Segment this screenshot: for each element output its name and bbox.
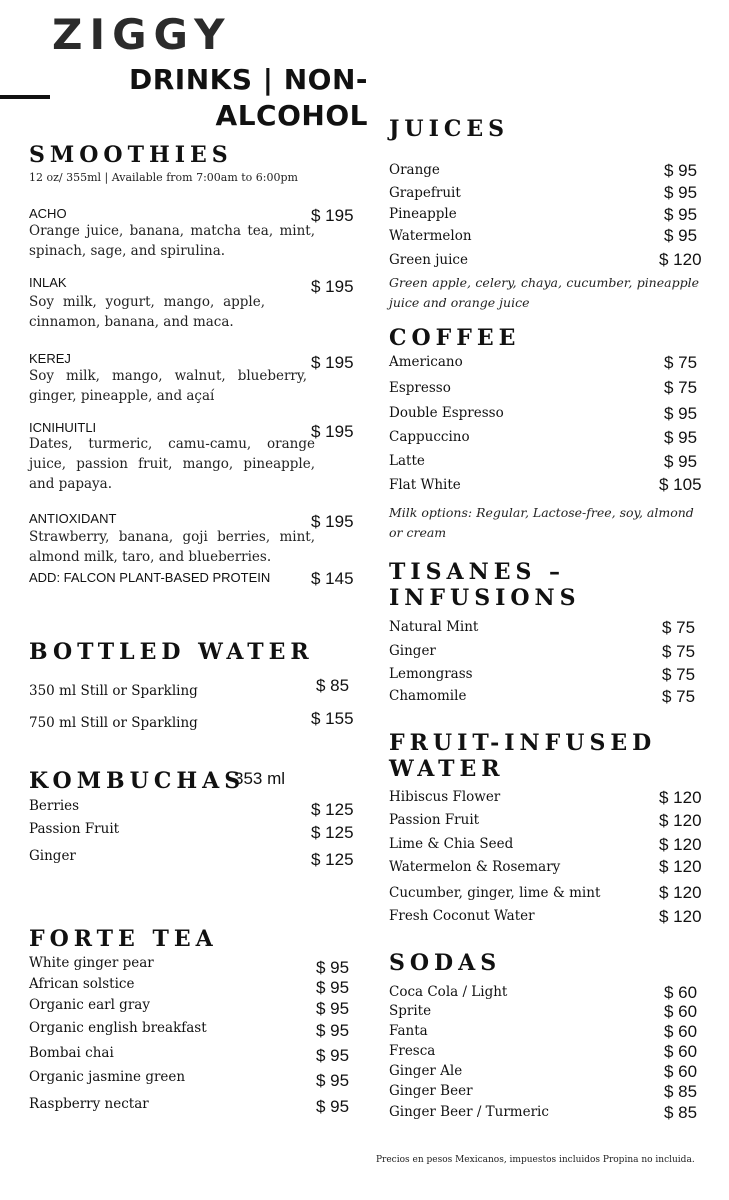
smoothie-desc: Strawberry, banana, goji berries, mint, almond milk, taro, and blueberries.: [29, 529, 315, 565]
tea-item: White ginger pear: [29, 955, 154, 971]
coffee-price: $ 105: [659, 475, 702, 494]
smoothies-heading: SMOOTHIES: [29, 142, 233, 168]
coffee-item: Flat White: [389, 477, 461, 493]
green-juice-note: Green apple, celery, chaya, cucumber, pineapple juice and orange juice: [389, 275, 699, 310]
fruit-water-price: $ 120: [659, 857, 702, 876]
page-title-line2: ALCOHOL: [215, 99, 368, 132]
water-item: 350 ml Still or Sparkling: [29, 683, 198, 699]
tisane-item: Chamomile: [389, 688, 467, 704]
smoothie-price: $ 195: [311, 277, 354, 296]
tea-item: Organic jasmine green: [29, 1069, 186, 1085]
soda-item: Ginger Beer: [389, 1083, 473, 1099]
coffee-price: $ 95: [664, 428, 698, 447]
juice-price: $ 95: [664, 161, 698, 180]
juice-price: $ 95: [664, 183, 698, 202]
tea-item: Raspberry nectar: [29, 1096, 149, 1112]
tea-item: Organic english breakfast: [29, 1020, 207, 1036]
smoothie-name: INLAK: [29, 275, 67, 290]
juice-item: Green juice: [389, 252, 468, 268]
tisane-price: $ 75: [662, 618, 696, 637]
tisane-item: Ginger: [389, 643, 436, 659]
smoothie-price: $ 195: [311, 512, 354, 531]
page-title: [98, 62, 368, 134]
smoothie-name: KEREJ: [29, 351, 71, 366]
kombuchas-size: 353 ml: [234, 769, 286, 788]
coffee-heading: COFFEE: [389, 325, 521, 351]
tea-price: $ 95: [316, 958, 350, 977]
fruit-water-item: Hibiscus Flower: [389, 789, 501, 805]
soda-price: $ 60: [664, 983, 698, 1002]
smoothie-desc: Dates, turmeric, camu-camu, orange juice, passion fruit, mango, pineapple, and papaya.: [29, 436, 315, 492]
kombucha-item: Berries: [29, 798, 80, 814]
juice-item: Grapefruit: [389, 185, 461, 201]
smoothies-note: 12 oz/ 355ml | Available from 7:00am to 6:00pm: [29, 171, 298, 184]
sodas-heading: SODAS: [389, 950, 502, 976]
fruit-water-price: $ 120: [659, 883, 702, 902]
coffee-item: Double Espresso: [389, 405, 504, 421]
fruit-water-price: $ 120: [659, 907, 702, 926]
soda-item: Sprite: [389, 1003, 432, 1019]
tea-item: Organic earl gray: [29, 997, 150, 1013]
smoothie-name: ICNIHUITLI: [29, 420, 97, 435]
kombuchas-heading: KOMBUCHAS: [29, 768, 246, 794]
smoothie-desc: Orange juice, banana, matcha tea, mint, spinach, sage, and spirulina.: [29, 223, 315, 259]
page-title-line1: DRINKS | NON-: [128, 63, 368, 96]
kombucha-item: Ginger: [29, 848, 76, 864]
tisane-price: $ 75: [662, 687, 696, 706]
tea-price: $ 95: [316, 1046, 350, 1065]
smoothie-price: $ 195: [311, 422, 354, 441]
soda-price: $ 85: [664, 1082, 698, 1101]
juice-item: Pineapple: [389, 206, 457, 222]
tea-price: $ 95: [316, 978, 350, 997]
soda-item: Coca Cola / Light: [389, 984, 508, 1000]
tea-price: $ 95: [316, 1097, 350, 1116]
fruit-water-item: Cucumber, ginger, lime & mint: [389, 885, 601, 901]
soda-price: $ 60: [664, 1002, 698, 1021]
fruit-water-price: $ 120: [659, 835, 702, 854]
juice-item: Watermelon: [389, 228, 472, 244]
tisanes-heading-line2: INFUSIONS: [389, 585, 581, 611]
tisane-price: $ 75: [662, 642, 696, 661]
tisane-price: $ 75: [662, 665, 696, 684]
tisanes-heading: [389, 559, 581, 611]
fruit-water-item: Fresh Coconut Water: [389, 908, 535, 924]
coffee-price: $ 75: [664, 353, 698, 372]
smoothie-desc: Soy milk, yogurt, mango, apple, cinnamon, banana, and maca.: [29, 294, 265, 330]
juices-heading: JUICES: [389, 116, 510, 142]
tea-price: $ 95: [316, 999, 350, 1018]
soda-item: Fanta: [389, 1023, 428, 1039]
soda-price: $ 85: [664, 1103, 698, 1122]
juice-price: $ 95: [664, 205, 698, 224]
fruit-water-price: $ 120: [659, 811, 702, 830]
tea-item: Bombai chai: [29, 1045, 114, 1061]
smoothie-name: ACHO: [29, 206, 67, 221]
fruit-water-heading-line2: WATER: [389, 756, 505, 782]
tisane-item: Natural Mint: [389, 619, 479, 635]
kombucha-price: $ 125: [311, 823, 354, 842]
juice-price: $ 95: [664, 226, 698, 245]
coffee-price: $ 95: [664, 404, 698, 423]
fruit-water-item: Watermelon & Rosemary: [389, 859, 561, 875]
forte-tea-heading: FORTE TEA: [29, 926, 218, 952]
fruit-water-item: Lime & Chia Seed: [389, 836, 514, 852]
fruit-water-heading-line1: FRUIT-INFUSED: [389, 730, 657, 756]
coffee-item: Espresso: [389, 380, 451, 396]
tisanes-heading-line1: TISANES –: [389, 559, 566, 585]
tea-price: $ 95: [316, 1021, 350, 1040]
smoothie-name: ANTIOXIDANT: [29, 511, 117, 526]
soda-price: $ 60: [664, 1022, 698, 1041]
coffee-item: Cappuccino: [389, 429, 470, 445]
juice-price: $ 120: [659, 250, 702, 269]
coffee-item: Latte: [389, 453, 425, 469]
protein-addon-price: $ 145: [311, 569, 354, 588]
fruit-water-price: $ 120: [659, 788, 702, 807]
footer-note: Precios en pesos Mexicanos, impuestos incluidos Propina no incluida.: [376, 1155, 695, 1165]
bottled-water-heading: BOTTLED WATER: [29, 639, 314, 665]
title-rule: [0, 95, 50, 99]
kombucha-item: Passion Fruit: [29, 821, 120, 837]
smoothie-price: $ 195: [311, 206, 354, 225]
soda-item: Fresca: [389, 1043, 436, 1059]
soda-item: Ginger Ale: [389, 1063, 463, 1079]
water-price: $ 155: [311, 709, 354, 728]
tea-price: $ 95: [316, 1071, 350, 1090]
milk-options-note: Milk options: Regular, Lactose-free, soy, almond or cream: [389, 505, 694, 540]
soda-price: $ 60: [664, 1062, 698, 1081]
fruit-water-item: Passion Fruit: [389, 812, 480, 828]
kombucha-price: $ 125: [311, 800, 354, 819]
fruit-water-heading: [389, 730, 656, 782]
soda-price: $ 60: [664, 1042, 698, 1061]
tea-item: African solstice: [29, 976, 135, 992]
protein-addon-label: ADD: FALCON PLANT-BASED PROTEIN: [29, 570, 271, 585]
coffee-item: Americano: [389, 354, 463, 370]
kombucha-price: $ 125: [311, 850, 354, 869]
water-price: $ 85: [316, 676, 350, 695]
tisane-item: Lemongrass: [389, 666, 473, 682]
brand-logo: ZIGGY: [52, 10, 232, 59]
juice-item: Orange: [389, 162, 440, 178]
water-item: 750 ml Still or Sparkling: [29, 715, 198, 731]
smoothie-desc: Soy milk, mango, walnut, blueberry, ginger, pineapple, and açaí: [29, 368, 307, 404]
coffee-price: $ 95: [664, 452, 698, 471]
smoothie-price: $ 195: [311, 353, 354, 372]
coffee-price: $ 75: [664, 378, 698, 397]
soda-item: Ginger Beer / Turmeric: [389, 1104, 549, 1120]
